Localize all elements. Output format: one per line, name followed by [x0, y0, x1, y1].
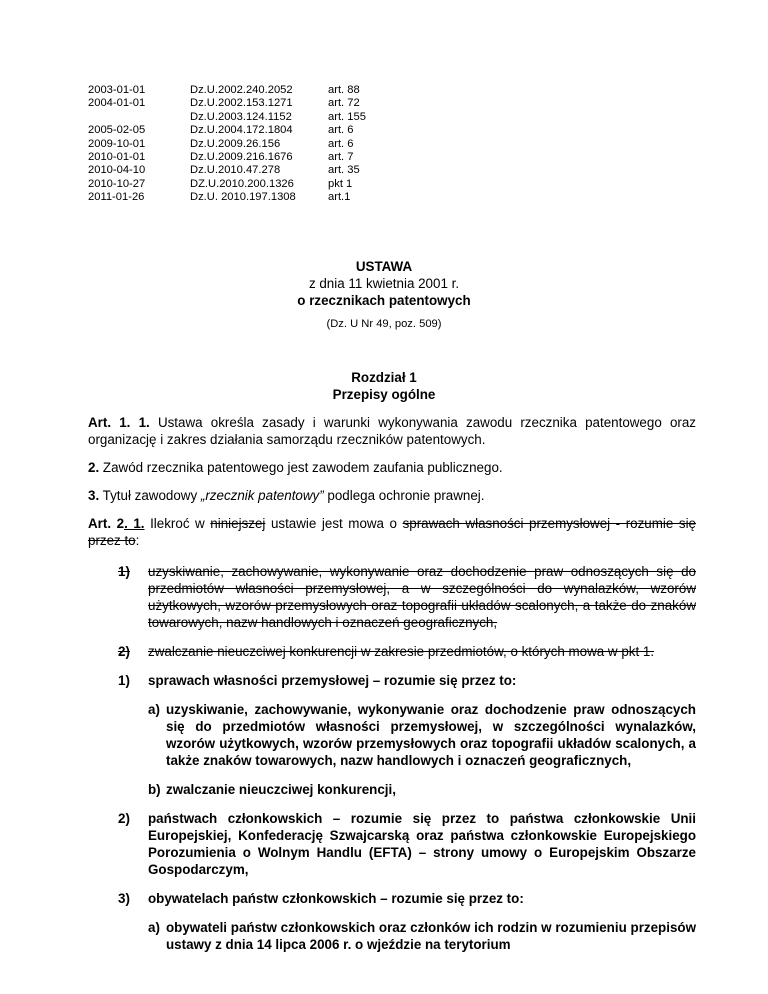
amendment-row: [88, 84, 388, 97]
art2-label-amended: . 1.: [124, 516, 145, 531]
subitem-list: [118, 919, 696, 953]
definition-item: [118, 810, 696, 878]
art1-text: Ustawa określa zasady i warunki wykonywania zawodu rzecznika patentowego oraz organizację i zakres działania samorządu rzeczników patentowych.: [88, 415, 697, 447]
art1-par2: [88, 459, 696, 476]
item-number: 1): [118, 564, 130, 579]
amendment-row: [88, 191, 388, 204]
act-type: USTAWA: [355, 259, 413, 274]
amendment-source: Dz.U.2009.26.156: [190, 137, 281, 150]
amendment-article: art.1: [328, 191, 351, 204]
amendment-source: Dz.U.2010.47.278: [190, 164, 281, 177]
definition-item: [118, 890, 696, 907]
item-number: 3): [118, 891, 130, 906]
deleted-item: [118, 643, 696, 660]
amendment-article: art. 35: [328, 164, 360, 177]
subitem-text: obywateli państw członkowskich oraz członków ich rodzin w rozumieniu przepisów ustawy z dnia 14 lipca 2006 r. o wjeździe na terytorium: [166, 920, 696, 952]
art1-par3-text-end: podlega ochronie prawnej.: [323, 488, 485, 503]
subitem-letter: a): [148, 920, 160, 935]
amendment-source: Dz.U.2002.240.2052: [190, 84, 293, 96]
subitem-text: zwalczanie nieuczciwej konkurencji,: [166, 782, 396, 797]
amendment-article: art. 6: [328, 137, 354, 150]
art1-par2-number: 2.: [88, 460, 100, 475]
art1-par3-number: 3.: [88, 488, 100, 503]
art2-label: Art. 2: [88, 516, 125, 531]
definition-item: [118, 672, 696, 689]
act-heading: [0, 258, 768, 309]
amendment-date: 2009-10-01: [88, 137, 146, 150]
act-date: z dnia 11 kwietnia 2001 r.: [308, 276, 460, 291]
amendment-row: [88, 124, 388, 137]
item-number: 1): [118, 673, 130, 688]
amendment-article: art. 7: [328, 150, 354, 163]
art1-label: Art. 1. 1.: [88, 415, 150, 430]
amendment-row: [88, 178, 388, 191]
amendment-source: Dz.U.2002.153.1271: [190, 97, 293, 110]
subitem-text: uzyskiwanie, zachowywanie, wykonywanie oraz dochodzenie praw odnoszących się do przedmiotów własności przemysłowej, w szczególności wynalazków, wzorów użytkowych, wzorów przemysłowych oraz topografii układów scalonych, a także znaków towarowych, nazw handlowych i oznaczeń geograficznych,: [166, 702, 696, 768]
deleted-item: [118, 563, 696, 631]
amendment-date: 2010-10-27: [88, 177, 146, 190]
amendment-article: art. 155: [328, 110, 366, 123]
amendment-row: [88, 164, 388, 177]
amendment-table: [88, 84, 388, 205]
amendment-source: Dz.U.2003.124.1152: [190, 110, 292, 123]
subitem-letter: a): [148, 702, 160, 717]
chapter-number: Rozdział 1: [351, 370, 417, 385]
amendment-date: 2005-02-05: [88, 124, 146, 137]
art2-deleted-text: sprawach własności przemysłowej - rozumie się przez to: [88, 516, 696, 548]
item-text: uzyskiwanie, zachowywanie, wykonywanie oraz dochodzenie praw odnoszących się do przedmiotów własności przemysłowej, a w szczególności do wynalazków, wzorów użytkowych, wzorów przemysłowych oraz topografii układów scalonych, a także do znaków towarowych, nazw handlowych i oznaczeń geograficznych,: [148, 564, 696, 630]
amendment-source: Dz.U. 2010.197.1308: [190, 191, 296, 204]
art2-text: :: [135, 533, 140, 548]
subitem-list: [118, 701, 696, 798]
art2-text: ustawie jest mowa o: [265, 516, 403, 531]
art1-par3-title-italic: „rzecznik patentowy”: [200, 488, 324, 503]
amendment-date: [88, 111, 190, 124]
item-text: zwalczanie nieuczciwej konkurencji w zakresie przedmiotów, o których mowa w pkt 1.: [148, 644, 655, 659]
amendment-article: art. 88: [328, 84, 360, 96]
item-text: państwach członkowskich – rozumie się przez to państwa członkowskie Unii Europejskiej, Konfederację Szwajcarską oraz państwa członkowskie Europejskiego Porozumienia o Wolnym Handlu (EFTA) – strony umowy o Europejskim Obszarze Gospodarczym,: [148, 811, 696, 877]
art2-deleted-text: niniejszej: [210, 516, 266, 531]
item-text: obywatelach państw członkowskich – rozumie się przez to:: [148, 891, 524, 906]
chapter-title: Przepisy ogólne: [332, 387, 436, 402]
amendment-row: [88, 97, 388, 110]
amendment-row: [88, 111, 388, 124]
amendment-row: [88, 151, 388, 164]
art1-par3-text: Tytuł zawodowy: [99, 488, 201, 503]
amendment-date: 2011-01-26: [88, 191, 145, 204]
journal-reference: (Dz. U Nr 49, poz. 509): [326, 318, 442, 330]
art2-text: Ilekroć w: [144, 516, 211, 531]
amendment-source: Dz.U.2009.216.1676: [190, 150, 293, 163]
subitem: [148, 701, 696, 769]
art2-par1: [88, 515, 696, 549]
subitem: [148, 919, 696, 953]
chapter-heading: [0, 369, 768, 403]
item-number: 2): [118, 811, 130, 826]
subitem-letter: b): [148, 782, 161, 797]
art2-items: [88, 563, 696, 953]
amendment-article: art. 72: [328, 97, 360, 110]
subitem: [148, 781, 696, 798]
amendment-article: art. 6: [328, 124, 354, 137]
item-number: 2): [118, 644, 130, 659]
item-text: sprawach własności przemysłowej – rozumie się przez to:: [148, 673, 517, 688]
amendment-source: DZ.U.2010.200.1326: [190, 177, 294, 190]
article-text: [88, 414, 696, 965]
amendment-date: 2010-04-10: [88, 164, 146, 177]
amendment-date: 2004-01-01: [88, 97, 146, 110]
act-subject: o rzecznikach patentowych: [297, 293, 471, 308]
art1-par1: [88, 414, 696, 448]
art1-par2-text: Zawód rzecznika patentowego jest zawodem zaufania publicznego.: [99, 460, 503, 475]
amendment-date: 2003-01-01: [88, 84, 146, 96]
amendment-date: 2010-01-01: [88, 150, 146, 163]
amendment-row: [88, 138, 388, 151]
amendment-source: Dz.U.2004.172.1804: [190, 124, 293, 137]
amendment-article: pkt 1: [328, 177, 353, 190]
art1-par3: [88, 487, 696, 504]
